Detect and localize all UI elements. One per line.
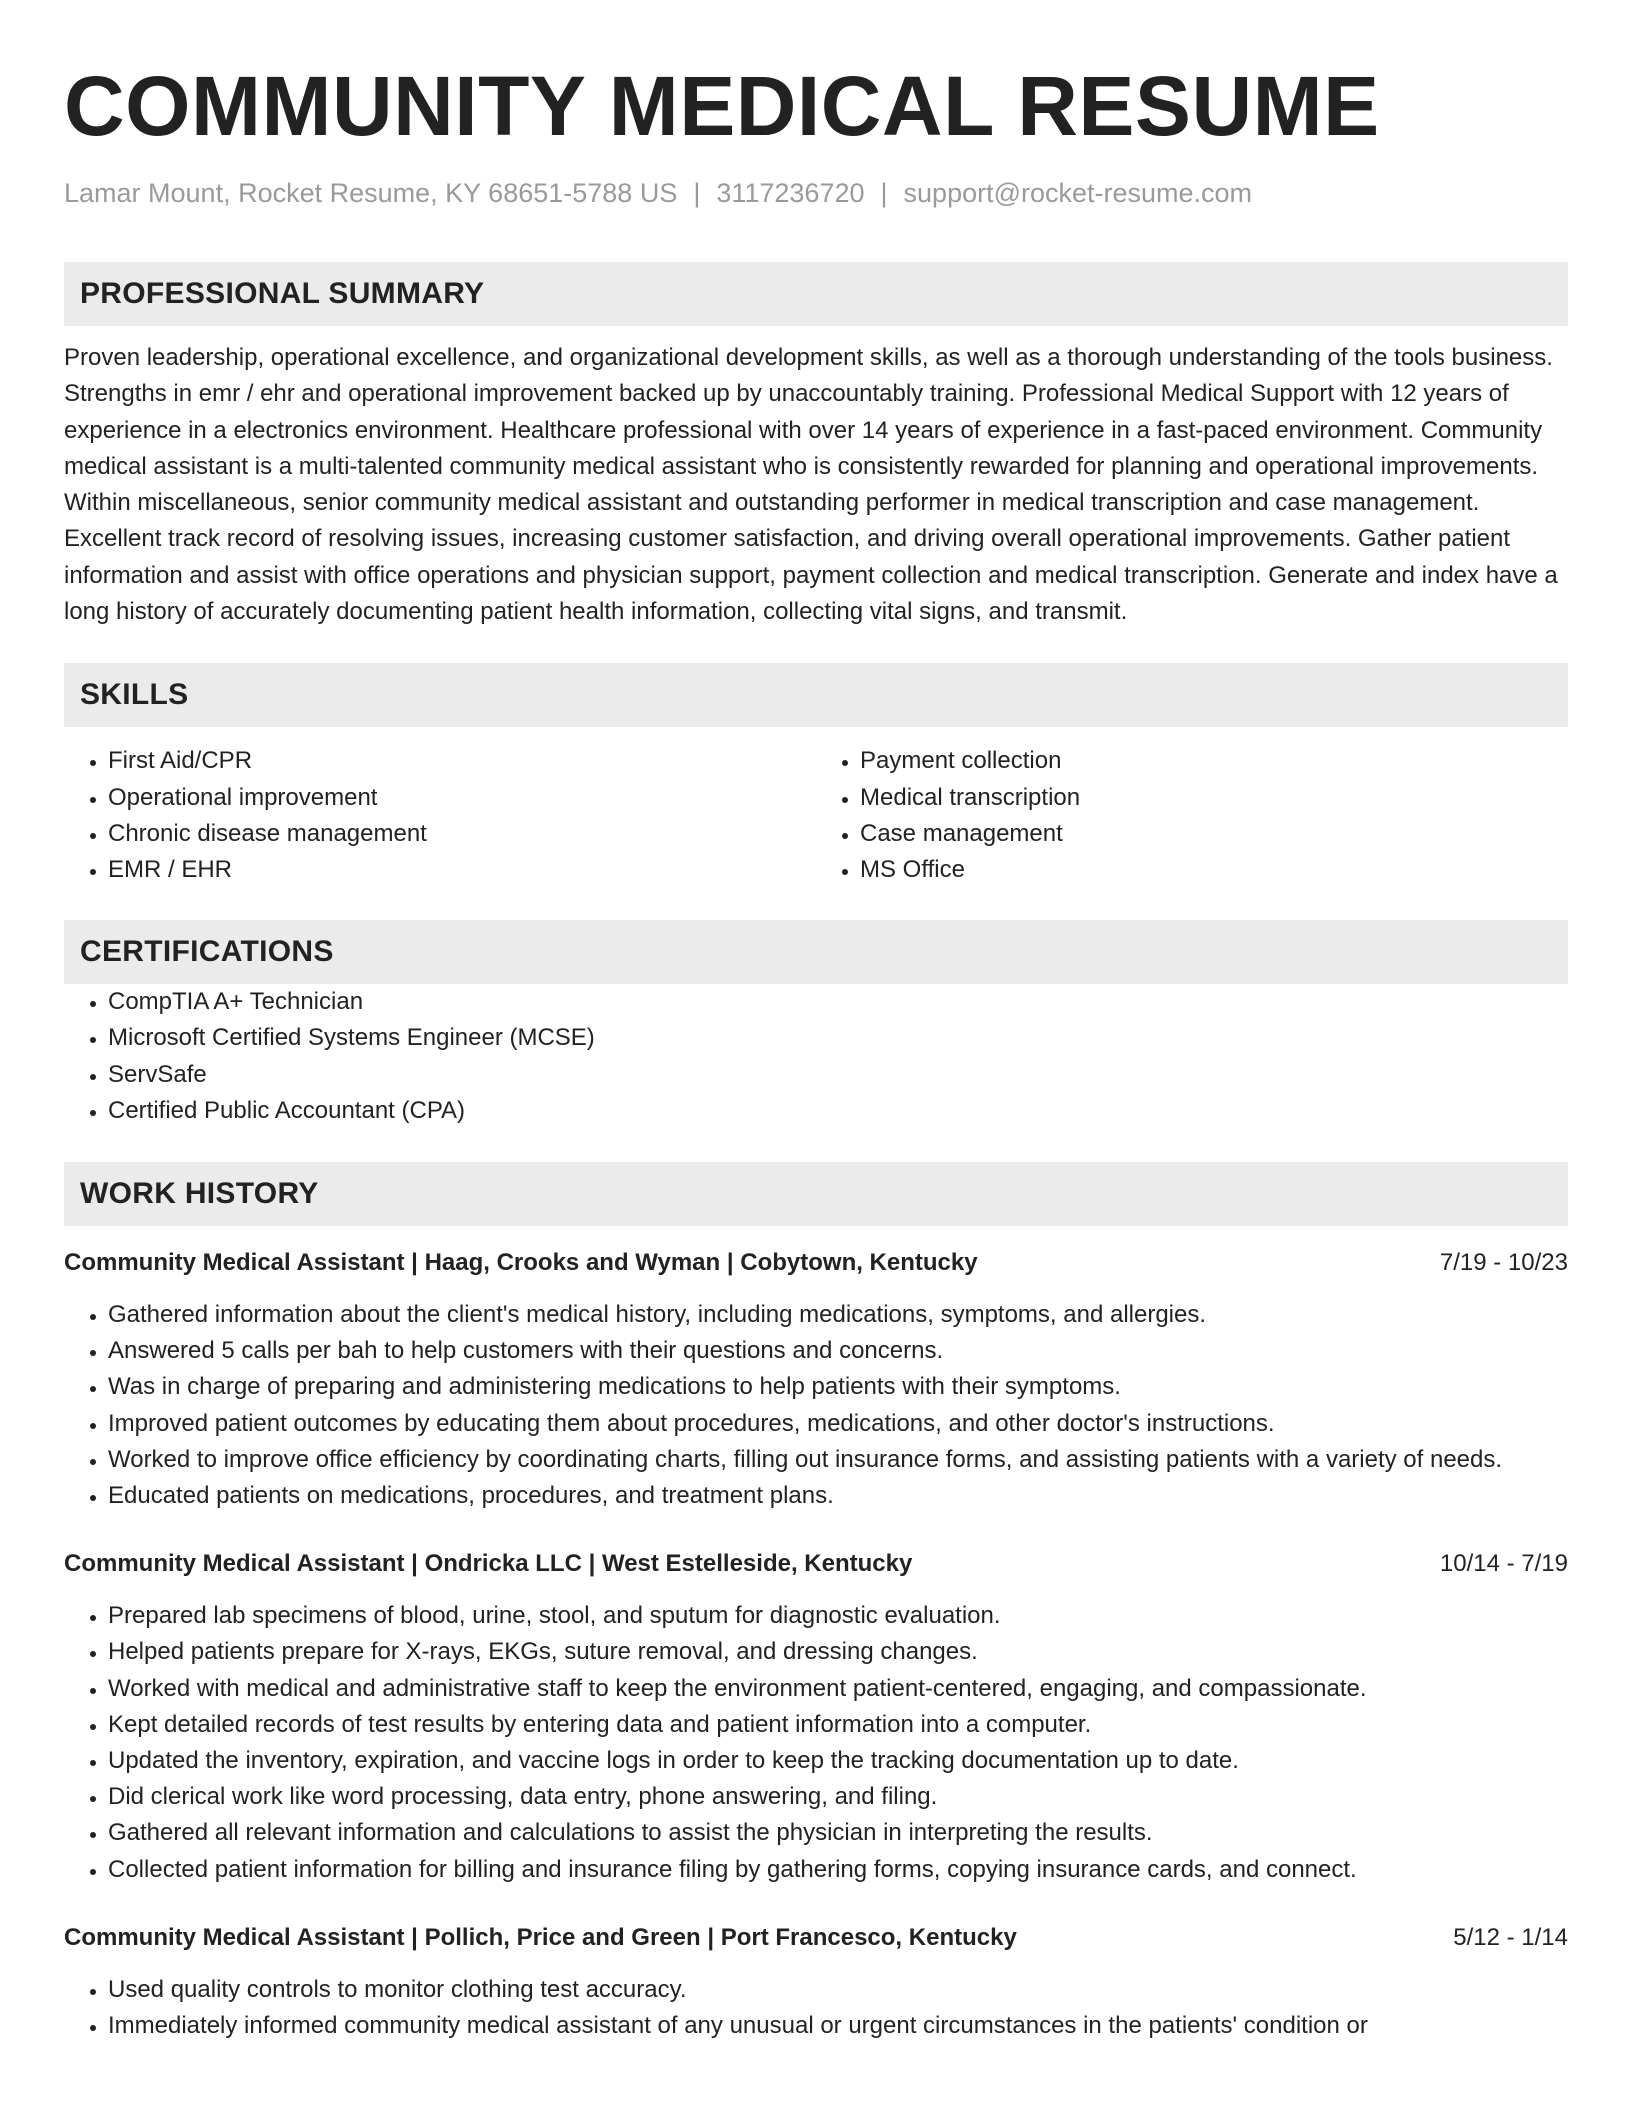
job-bullet: • Updated the inventory, expiration, and vaccine logs in order to keep the tracking documentation up to date. — [108, 1743, 1568, 1779]
job-bullet: • Worked with medical and administrative staff to keep the environment patient-centered, engaging, and compassionate. — [108, 1671, 1568, 1707]
contact-line — [64, 176, 1568, 210]
skill-item: • EMR / EHR — [108, 852, 816, 888]
job-bullet: • Answered 5 calls per bah to help customers with their questions and concerns. — [108, 1333, 1568, 1369]
job-header — [64, 1245, 1568, 1281]
certifications-list — [64, 984, 1568, 1129]
job-title: Community Medical Assistant | Ondricka LLC | West Estelleside, Kentucky — [64, 1550, 913, 1578]
skill-item: • Operational improvement — [108, 780, 816, 816]
section-heading-skills: SKILLS — [64, 663, 1568, 727]
resume-page — [64, 0, 1568, 2044]
certification-item: • Certified Public Accountant (CPA) — [108, 1093, 1568, 1129]
summary-text: Proven leadership, operational excellence, and organizational development skills, as well as a thorough understanding of the tools business. Strengths in emr / ehr and operational improvement backed up by unaccountably training. Professional Medical Support with 12 years of experience in a electronics environment. Healthcare professional with over 14 years of experience in a fast-paced environment. Community medical assistant is a multi-talented community medical assistant who is consistently rewarded for planning and operational improvements. Within miscellaneous, senior community medical assistant and outstanding performer in medical transcription and case management. Excellent track record of resolving issues, increasing customer satisfaction, and driving overall operational improvements. Gather patient information and assist with office operations and physician support, payment collection and medical transcription. Generate and index have a long history of accurately documenting patient health information, collecting vital signs, and transmit. — [64, 344, 1558, 626]
job-dates: 5/12 - 1/14 — [1453, 1923, 1568, 1951]
job-bullet: • Kept detailed records of test results by entering data and patient information into a computer. — [108, 1707, 1568, 1743]
certification-item: • ServSafe — [108, 1057, 1568, 1093]
skill-item: • Case management — [860, 816, 1568, 852]
job-header — [64, 1546, 1568, 1582]
job-entry — [64, 1245, 1568, 1514]
job-dates: 10/14 - 7/19 — [1439, 1550, 1568, 1578]
job-title: Community Medical Assistant | Haag, Crooks and Wyman | Cobytown, Kentucky — [64, 1249, 978, 1276]
job-bullet: • Collected patient information for billing and insurance filing by gathering forms, copying insurance cards, and connect. — [108, 1852, 1568, 1888]
contact-email: support@rocket-resume.com — [903, 178, 1253, 208]
job-bullet: • Prepared lab specimens of blood, urine, stool, and sputum for diagnostic evaluation. — [108, 1598, 1568, 1634]
job-bullet: • Immediately informed community medical assistant of any unusual or urgent circumstances in the patients' condition or — [108, 2008, 1568, 2044]
resume-title: COMMUNITY MEDICAL RESUME — [64, 59, 1380, 153]
skill-item: • Chronic disease management — [108, 816, 816, 852]
job-title: Community Medical Assistant | Pollich, Price and Green | Port Francesco, Kentucky — [64, 1923, 1017, 1951]
job-bullets — [64, 1598, 1568, 1888]
job-bullet: • Used quality controls to monitor clothing test accuracy. — [108, 1972, 1568, 2008]
job-bullet: • Gathered all relevant information and calculations to assist the physician in interpreting the results. — [108, 1815, 1568, 1851]
section-heading-certifications: CERTIFICATIONS — [64, 920, 1568, 984]
skill-item: • First Aid/CPR — [108, 743, 816, 779]
contact-phone: 3117236720 — [716, 178, 865, 208]
job-bullets — [64, 1972, 1568, 2044]
certification-item: • Microsoft Certified Systems Engineer (MCSE) — [108, 1020, 1568, 1056]
job-header — [64, 1920, 1568, 1956]
job-bullet: • Helped patients prepare for X-rays, EKGs, suture removal, and dressing changes. — [108, 1634, 1568, 1670]
job-bullet: • Was in charge of preparing and administering medications to help patients with their symptoms. — [108, 1369, 1568, 1405]
section-heading-work-history: WORK HISTORY — [64, 1162, 1568, 1226]
job-bullet: • Worked to improve office efficiency by coordinating charts, filling out insurance forms, and assisting patients with a variety of needs. — [108, 1442, 1568, 1478]
skill-item: • Payment collection — [860, 743, 1568, 779]
job-bullet: • Did clerical work like word processing, data entry, phone answering, and filing. — [108, 1779, 1568, 1815]
skills-grid — [64, 743, 1568, 888]
certification-item: • CompTIA A+ Technician — [108, 984, 1568, 1020]
job-dates: 7/19 - 10/23 — [1439, 1249, 1568, 1276]
section-heading-summary: PROFESSIONAL SUMMARY — [64, 262, 1568, 326]
contact-address: Lamar Mount, Rocket Resume, KY 68651-5788 US — [64, 178, 678, 208]
job-bullet: • Improved patient outcomes by educating them about procedures, medications, and other doctor's instructions. — [108, 1406, 1568, 1442]
skill-item: • MS Office — [860, 852, 1568, 888]
skill-item: • Medical transcription — [860, 780, 1568, 816]
job-entry — [64, 1546, 1568, 1888]
job-bullet: • Gathered information about the client's medical history, including medications, symptoms, and allergies. — [108, 1297, 1568, 1333]
contact-separator: | — [693, 178, 701, 208]
job-bullets — [64, 1297, 1568, 1514]
skills-list-right — [816, 743, 1568, 888]
job-bullet: • Educated patients on medications, procedures, and treatment plans. — [108, 1478, 1568, 1514]
contact-separator: | — [880, 178, 888, 208]
job-entry — [64, 1920, 1568, 2044]
skills-list-left — [64, 743, 816, 888]
